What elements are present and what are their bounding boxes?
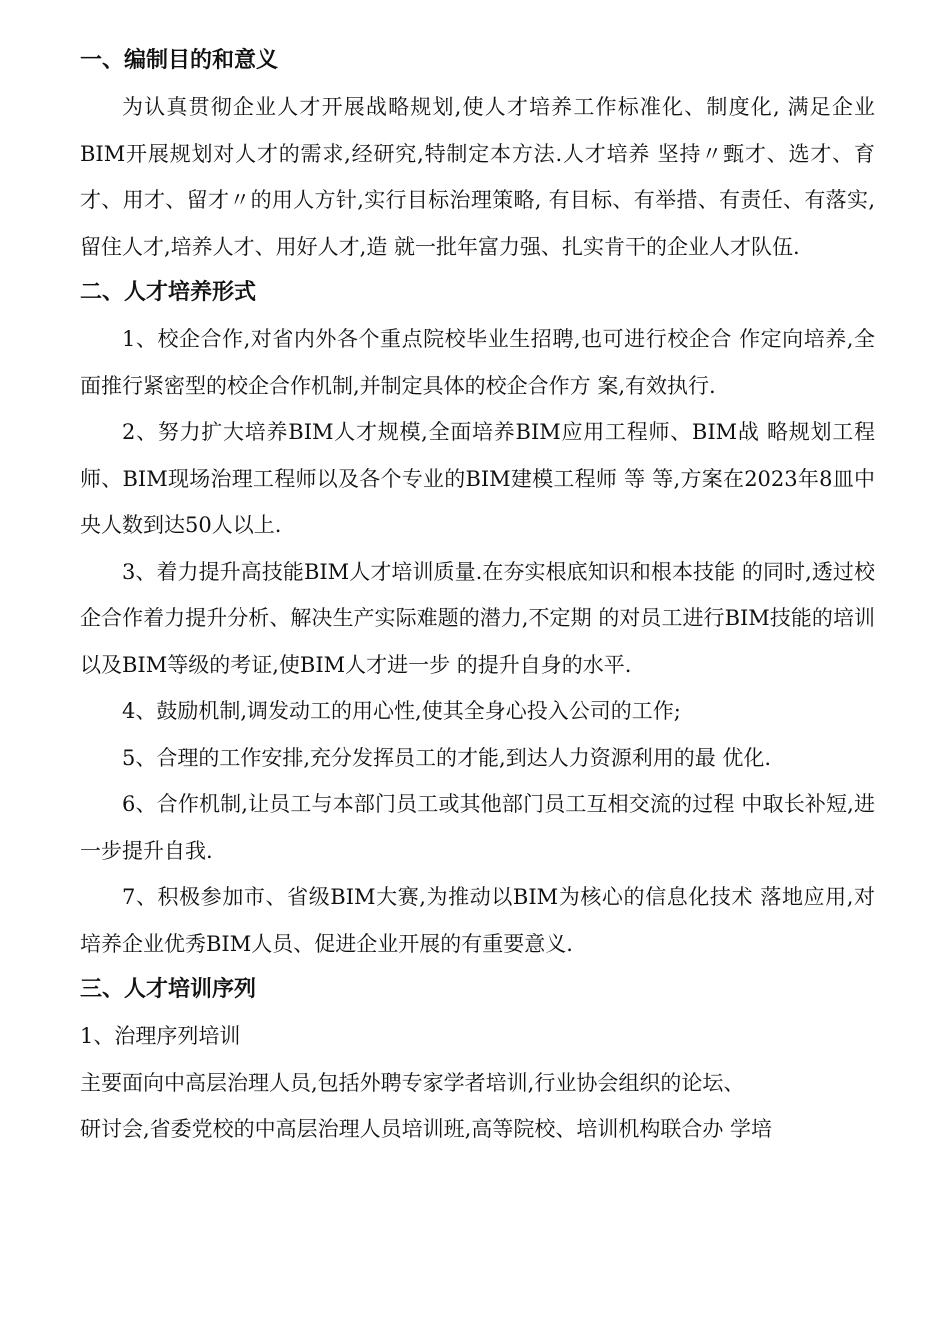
section-1-paragraph: 为认真贯彻企业人才开展战略规划,使人才培养工作标准化、制度化, 满足企业BIM开展规划对人才的需求,经研究,特制定本方法.人才培养 坚持〃甄才、选才、育才、用才、留才〃的用人方针,实行目标治理策略, 有目标、有举措、有责任、有落实,留住人才,培养人才、用好人才,造 就一批年富力强、扎实肯干的企业人才队伍.	[80, 95, 875, 259]
section-2-item-2: 2、努力扩大培养BIM人才规模,全面培养BIM应用工程师、BIM战 略规划工程师、BIM现场治理工程师以及各个专业的BIM建模工程师 等 等,方案在2023年8皿中央人数到达50人以上.	[80, 420, 875, 537]
section-3-paragraph-line-2: 研讨会,省委党校的中高层治理人员培训班,高等院校、培训机构联合办 学培	[80, 1117, 773, 1141]
section-2-item-5: 5、合理的工作安排,充分发挥员工的才能,到达人力资源利用的最 优化.	[122, 745, 772, 770]
section-2-item-7: 7、积极参加市、省级BIM大赛,为推动以BIM为核心的信息化技术 落地应用,对培养企业优秀BIM人员、促进企业开展的有重要意义.	[80, 885, 875, 956]
document-page	[80, 38, 875, 1153]
section-2-item-1: 1、校企合作,对省内外各个重点院校毕业生招聘,也可进行校企合 作定向培养,全面推行紧密型的校企合作机制,并制定具体的校企合作方 案,有效执行.	[80, 327, 875, 398]
section-2-item-6: 6、合作机制,让员工与本部门员工或其他部门员工互相交流的过程 中取长补短,进一步提升自我.	[80, 792, 875, 863]
section-heading-3: 三、人才培训序列	[80, 977, 257, 1002]
section-3-subheading-1: 1、治理序列培训	[80, 1024, 241, 1048]
section-heading-2: 二、人才培养形式	[80, 280, 257, 305]
section-2-item-4: 4、鼓励机制,调发动工的用心性,使其全身心投入公司的工作;	[122, 699, 681, 723]
section-2-item-3: 3、着力提升高技能BIM人才培训质量.在夯实根底知识和根本技能 的同时,透过校企合作着力提升分析、解决生产实际难题的潜力,不定期 的对员工进行BIM技能的培训以及BIM等级的考证,使BIM人才进一步 的提升自身的水平.	[80, 559, 875, 677]
section-heading-1: 一、编制目的和意义	[80, 48, 279, 73]
section-3-paragraph-line-1: 主要面向中高层治理人员,包括外聘专家学者培训,行业协会组织的论坛、	[80, 1070, 745, 1095]
